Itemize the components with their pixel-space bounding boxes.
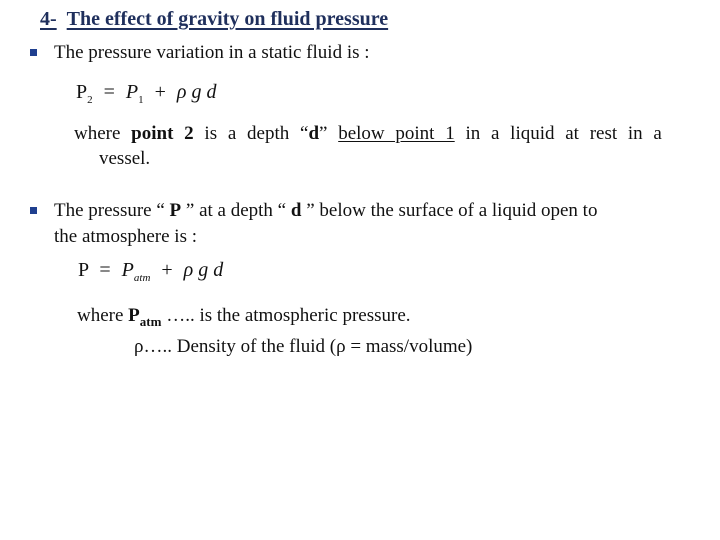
eq2-plus: + [161,259,173,281]
item2-d: d [290,200,302,221]
def1-prefix: where [77,305,129,326]
definition-patm [77,305,411,330]
item1-note-line1 [74,123,662,145]
def1-symbol: P [128,305,140,326]
eq2-rhs-p: P [121,259,134,281]
note-text-b: ” [319,123,339,144]
def1-subscript: atm [139,313,162,329]
equation-1 [76,81,217,106]
equation-2 [78,259,223,284]
eq1-lhs: P [76,81,88,103]
item1-text: The pressure variation in a static fluid is : [54,42,370,63]
title-number: 4- [40,8,57,30]
item2-text-c: ” below the surface of a liquid open to [301,200,598,221]
item2-text-a: The pressure “ [54,200,170,221]
item2-line1 [54,200,597,222]
item2-P: P [169,200,182,221]
def1-text: ….. is the atmospheric pressure. [161,305,411,326]
title-text: The effect of gravity on fluid pressure [66,8,389,30]
eq2-term: ρ g d [183,259,224,281]
item1-note-line2: vessel. [99,148,151,169]
eq2-equals: = [99,259,111,281]
note-below-point1: below point 1 [338,123,455,144]
definition-rho: ρ….. Density of the fluid (ρ = mass/volume) [134,336,473,357]
eq2-lhs: P [78,259,89,281]
eq1-lhs-sub: 2 [87,94,93,106]
note-text-a: is a depth “ [204,123,309,144]
eq1-equals: = [103,81,115,103]
eq1-rhs-p: P [125,81,139,103]
item2-line2: the atmosphere is : [54,226,197,247]
note-text-c: in a liquid at rest in a [454,123,662,144]
note-d: d [308,123,320,144]
eq1-term: ρ g d [176,81,217,103]
bullet-1-icon [30,49,37,56]
note-point2: point 2 [131,123,194,144]
item2-text-b: ” at a depth “ [181,200,291,221]
page-title [40,8,388,31]
note-where: where [74,123,121,144]
eq1-rhs-sub: 1 [138,94,144,106]
bullet-2-icon [30,207,37,214]
eq1-plus: + [154,81,166,103]
eq2-rhs-sub: atm [133,272,151,284]
